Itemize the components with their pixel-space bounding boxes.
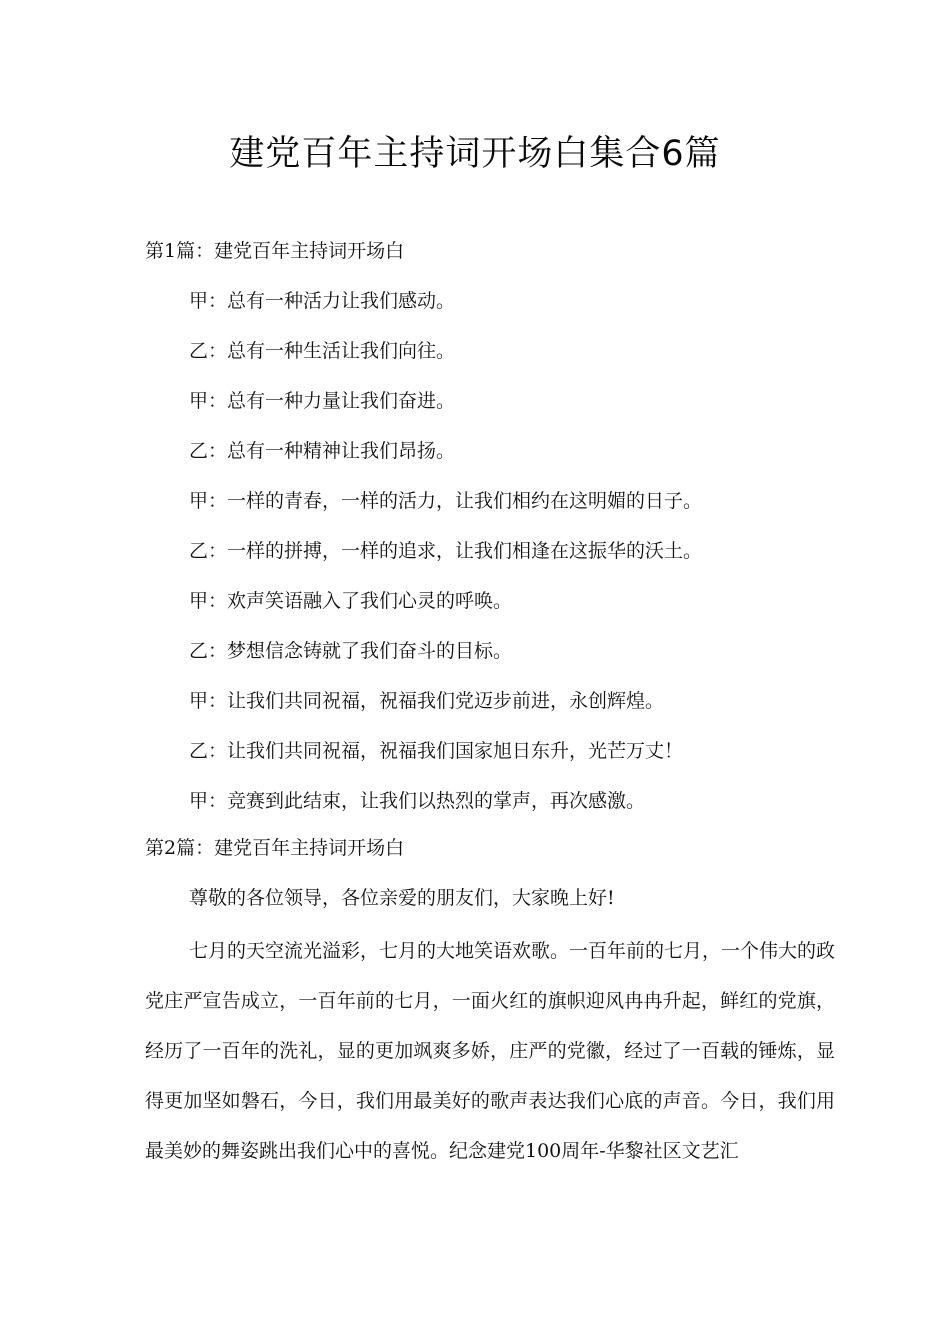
- dialog-line: 甲：竞赛到此结束，让我们以热烈的掌声，再次感激。: [189, 790, 646, 812]
- dialog-line: 乙：总有一种精神让我们昂扬。: [189, 440, 456, 462]
- section-heading-1: 第1篇：建党百年主持词开场白: [145, 240, 405, 262]
- dialog-line: 甲：总有一种活力让我们感动。: [189, 290, 456, 312]
- greeting-line: 尊敬的各位领导，各位亲爱的朋友们，大家晚上好!: [189, 887, 615, 909]
- document-title: 建党百年主持词开场白集合6篇: [229, 134, 721, 174]
- dialog-line: 乙：一样的拼搏，一样的追求，让我们相逢在这振华的沃土。: [189, 540, 703, 562]
- dialog-line: 甲：总有一种力量让我们奋进。: [189, 390, 456, 412]
- dialog-line: 甲：欢声笑语融入了我们心灵的呼唤。: [189, 590, 513, 612]
- section-heading-2: 第2篇：建党百年主持词开场白: [145, 837, 405, 859]
- body-paragraph: 七月的天空流光溢彩，七月的大地笑语欢歌。一百年前的七月，一个伟大的政党庄严宣告成立，一百年前的七月，一面火红的旗帜迎风冉冉升起，鲜红的党旗，经历了一百年的洗礼，显的更加飒爽多娇，庄严的党徽，经过了一百载的锤炼，显得更加坚如磐石，今日，我们用最美好的歌声表达我们心底的声音。今日，我们用最美妙的舞姿跳出我们心中的喜悦。纪念建党100周年-华黎社区文艺汇: [145, 940, 836, 1162]
- dialog-line: 乙：梦想信念铸就了我们奋斗的目标。: [189, 640, 513, 662]
- dialog-line: 乙：总有一种生活让我们向往。: [189, 340, 456, 362]
- dialog-line: 甲：让我们共同祝福，祝福我们党迈步前进，永创辉煌。: [189, 690, 665, 712]
- dialog-line: 乙：让我们共同祝福，祝福我们国家旭日东升，光芒万丈！: [189, 740, 684, 762]
- dialog-line: 甲：一样的青春，一样的活力，让我们相约在这明媚的日子。: [189, 490, 703, 512]
